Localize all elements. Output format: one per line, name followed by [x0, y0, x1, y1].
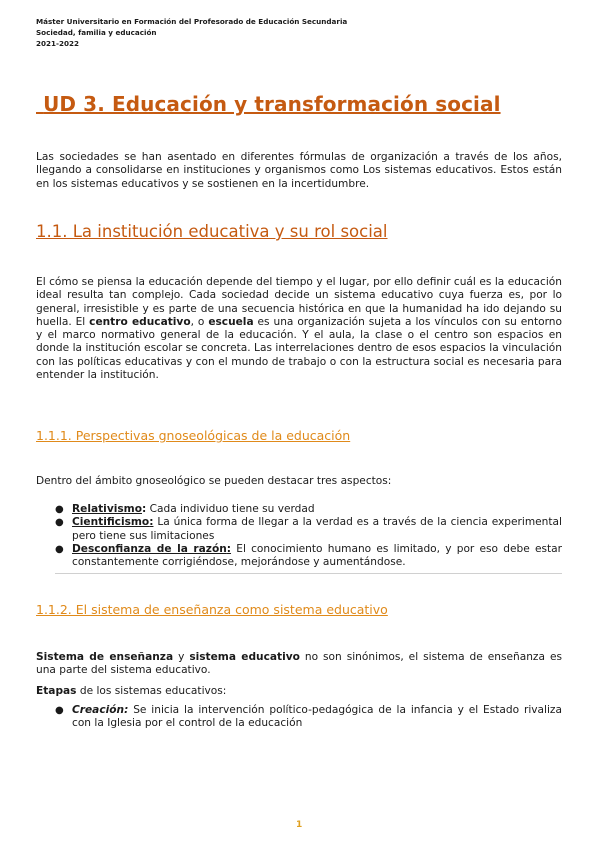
list-item-term: Cientificismo: [72, 516, 150, 529]
paragraph-text: de los sistemas educativos:: [76, 685, 227, 697]
term-sistema-ensenanza: Sistema de enseñanza: [36, 651, 174, 663]
list-item-term: Creación:: [72, 704, 129, 716]
section-heading-1-1-1: 1.1.1. Perspectivas gnoseológicas de la educación: [36, 428, 351, 443]
section-heading-1-1: 1.1. La institución educativa y su rol social: [36, 222, 388, 241]
list-item-text: Cada individuo tiene su verdad: [146, 503, 315, 515]
list-item-sep: :: [141, 503, 147, 515]
bullet-icon: ●: [55, 705, 64, 716]
paragraph-text: y: [173, 651, 190, 663]
aspects-list: [55, 503, 562, 569]
page-number: 1: [296, 820, 303, 830]
list-item-term: Relativismo: [72, 503, 142, 515]
paragraph-text: no son sinónimos, el sistema de enseñanza es una parte del sistema educativo.: [36, 651, 562, 677]
list-item-sep: :: [149, 516, 154, 529]
bullet-icon: ●: [55, 543, 64, 555]
list-item: [55, 516, 562, 543]
list-item: [55, 704, 562, 731]
paragraph-text-3: es una organización sujeta a los vínculos con su entorno y el marco normativo general de la educación. Y el aula, la clase o el centro son espacios en donde la institución escolar se concreta. Las interrelaciones dentro de esos espacios la vinculación con las políticas educativas y con el mundo de trabajo o con la estructura social es necesaria para entender la institución.: [36, 315, 562, 382]
term-centro-educativo: centro educativo: [89, 315, 191, 328]
section-1-1-2-paragraph: [36, 651, 562, 678]
section-heading-1-1-2: 1.1.2. El sistema de enseñanza como sistema educativo: [36, 602, 388, 617]
paragraph-text-1: El cómo se piensa la educación depende del tiempo y el lugar, por ello definir cuál es la educación ideal resulta tan complejo. Cada sociedad decide un sistema educativo cuya fuerza es, por lo general, irresistible y es parte de una secuencia histórica en que la humanidad ha ido dejando su huella. El: [36, 276, 562, 328]
stages-intro: [36, 685, 562, 698]
bullet-icon: ●: [55, 504, 64, 515]
section-1-1-paragraph: [36, 276, 562, 382]
header-line-1: Máster Universitario en Formación del Profesorado de Educación Secundaria: [36, 17, 348, 26]
document-title-text: UD 3. Educación y transformación social: [43, 92, 501, 116]
list-item: [55, 543, 562, 570]
page-header: [36, 16, 347, 49]
list-item-term: Desconfianza de la razón: [72, 542, 227, 555]
list-item-text: La única forma de llegar a la verdad es a través de la ciencia experimental pero tiene sus limitaciones: [72, 516, 562, 542]
term-etapas: Etapas: [36, 685, 77, 697]
list-item-text: Se inicia la intervención político-pedagógica de la infancia y el Estado rivaliza con la Iglesia por el control de la educación: [72, 704, 562, 730]
list-item: [55, 503, 562, 516]
document-title: [36, 92, 501, 116]
list-item-sep: :: [226, 542, 232, 555]
term-escuela: escuela: [208, 315, 254, 328]
paragraph-text-2: , o: [190, 315, 209, 328]
list-item-text: El conocimiento humano es limitado, y por eso debe estar constantemente corrigiéndose, mejorándose y aumentándose.: [72, 542, 562, 569]
bullet-icon: ●: [55, 517, 64, 529]
term-sistema-educativo: sistema educativo: [189, 651, 300, 663]
section-1-1-1-intro: Dentro del ámbito gnoseológico se pueden destacar tres aspectos:: [36, 475, 392, 487]
list-divider: [55, 573, 562, 574]
stages-list: [55, 704, 562, 731]
header-line-3: 2021-2022: [36, 39, 79, 48]
intro-paragraph: Las sociedades se han asentado en diferentes fórmulas de organización a través de los años, llegando a consolidarse en instituciones y organismos como Los sistemas educativos. Estos están en los sistemas educativos y se sostienen en la incertidumbre.: [36, 151, 562, 190]
header-line-2: Sociedad, familia y educación: [36, 28, 157, 37]
